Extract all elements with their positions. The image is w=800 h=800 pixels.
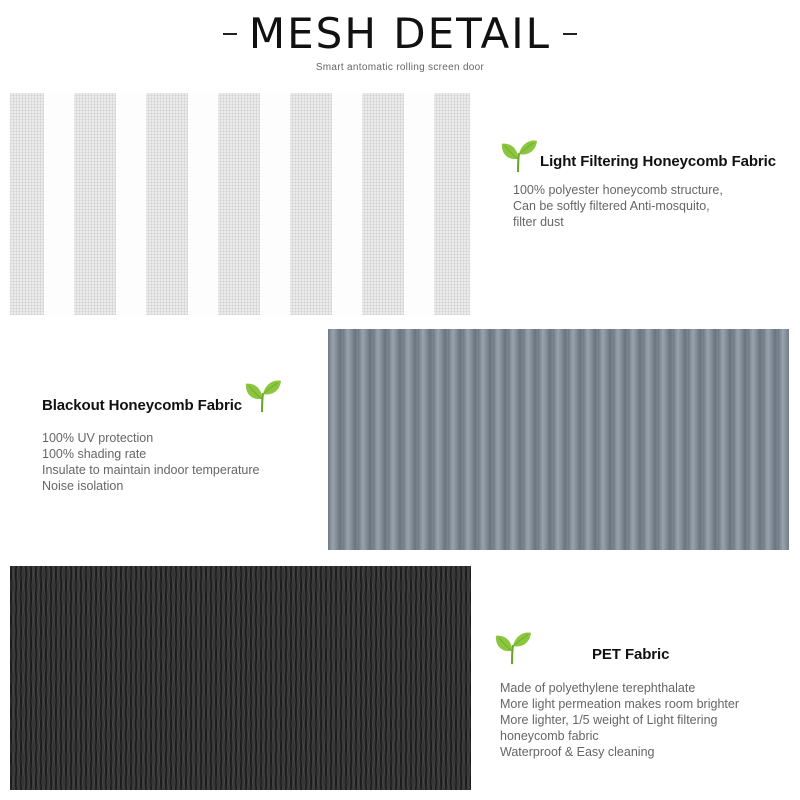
title-right-dash	[563, 33, 577, 35]
description-line: Waterproof & Easy cleaning	[500, 745, 655, 759]
section-heading-row	[494, 630, 794, 666]
description-line: 100% polyester honeycomb structure,	[513, 183, 723, 197]
sprout-icon	[244, 378, 282, 414]
description-line: 100% shading rate	[42, 447, 147, 461]
description-line: More light permeation makes room brighter	[500, 697, 739, 711]
sprout-icon	[500, 138, 538, 174]
section-description	[513, 182, 763, 230]
page-subtitle: Smart antomatic rolling screen door	[315, 62, 485, 73]
section-heading: Blackout Honeycomb Fabric	[42, 396, 243, 414]
description-line: More lighter, 1/5 weight of Light filtering	[500, 713, 718, 727]
title-left-dash	[223, 33, 237, 35]
description-line: Can be softly filtered Anti-mosquito,	[513, 199, 710, 213]
title-row	[0, 8, 800, 60]
description-line: 100% UV protection	[42, 431, 154, 445]
section-heading: PET Fabric	[592, 646, 670, 663]
blackout-fabric-image	[328, 329, 789, 550]
page-title: MESH DETAIL	[248, 9, 552, 58]
blackout-section	[42, 382, 322, 494]
section-heading-row	[42, 382, 322, 414]
description-line: Noise isolation	[42, 479, 124, 493]
section-heading: Light Filtering Honeycomb Fabric	[540, 152, 776, 170]
section-description	[500, 680, 780, 760]
light-filtering-section	[500, 138, 790, 230]
pet-fabric-image	[10, 566, 471, 790]
section-heading-row	[500, 138, 790, 174]
description-line: Insulate to maintain indoor temperature	[42, 463, 260, 477]
pet-section	[494, 630, 794, 760]
description-line: filter dust	[513, 215, 564, 229]
section-description	[42, 430, 302, 494]
sprout-icon	[494, 630, 532, 666]
header	[0, 0, 800, 80]
light-filtering-fabric-image	[10, 93, 470, 315]
description-line: honeycomb fabric	[500, 729, 599, 743]
description-line: Made of polyethylene terephthalate	[500, 681, 696, 695]
